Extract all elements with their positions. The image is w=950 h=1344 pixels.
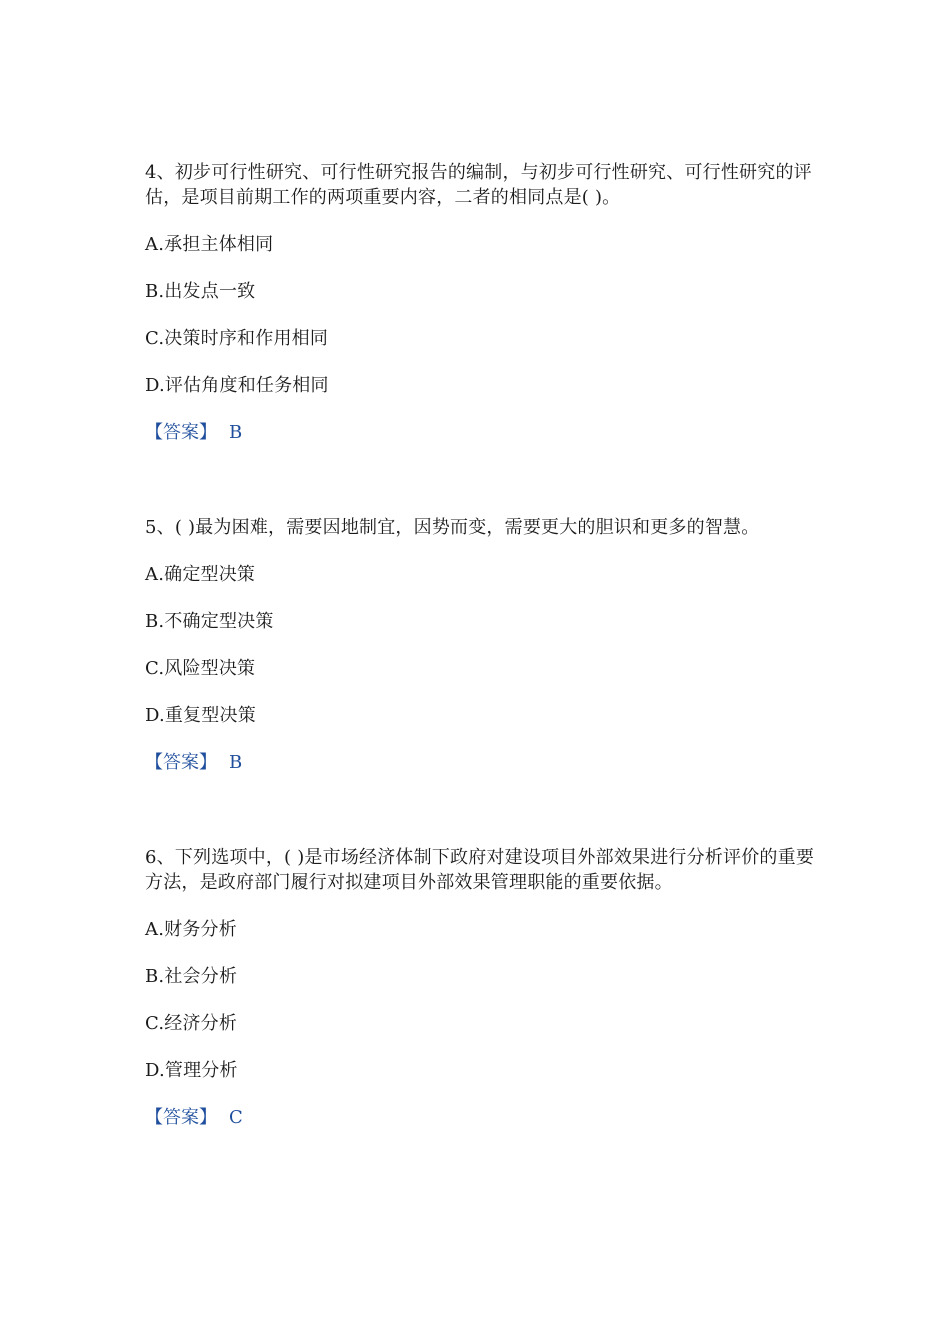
answer-label: 【答案】 — [145, 752, 217, 773]
option-a: A.财务分析 — [145, 919, 237, 940]
option-d: D.重复型决策 — [145, 705, 256, 726]
question-5 — [145, 515, 815, 775]
answer-line — [145, 751, 815, 775]
option-b: B.不确定型决策 — [145, 611, 274, 632]
question-stem: 4、初步可行性研究、可行性研究报告的编制，与初步可行性研究、可行性研究的评估，是项目前期工作的两项重要内容，二者的相同点是( )。 — [145, 162, 812, 208]
question-4 — [145, 160, 815, 445]
option-a: A.确定型决策 — [145, 564, 256, 585]
answer-line — [145, 1106, 815, 1130]
answer-line — [145, 421, 815, 445]
question-stem: 6、下列选项中，( )是市场经济体制下政府对建设项目外部效果进行分析评价的重要方法，是政府部门履行对拟建项目外部效果管理职能的重要依据。 — [145, 847, 815, 893]
option-c: C.决策时序和作用相同 — [145, 328, 329, 349]
option-b: B.社会分析 — [145, 966, 238, 987]
answer-label: 【答案】 — [145, 1107, 217, 1128]
answer-label: 【答案】 — [145, 422, 217, 443]
answer-value: B — [229, 422, 243, 443]
option-c: C.风险型决策 — [145, 658, 256, 679]
question-stem: 5、( )最为困难，需要因地制宜，因势而变，需要更大的胆识和更多的智慧。 — [145, 517, 760, 538]
question-6 — [145, 845, 815, 1130]
option-d: D.管理分析 — [145, 1060, 238, 1081]
option-c: C.经济分析 — [145, 1013, 238, 1034]
answer-value: B — [229, 752, 243, 773]
option-a: A.承担主体相同 — [145, 234, 274, 255]
option-b: B.出发点一致 — [145, 281, 256, 302]
option-d: D.评估角度和任务相同 — [145, 375, 329, 396]
answer-value: C — [229, 1107, 243, 1128]
